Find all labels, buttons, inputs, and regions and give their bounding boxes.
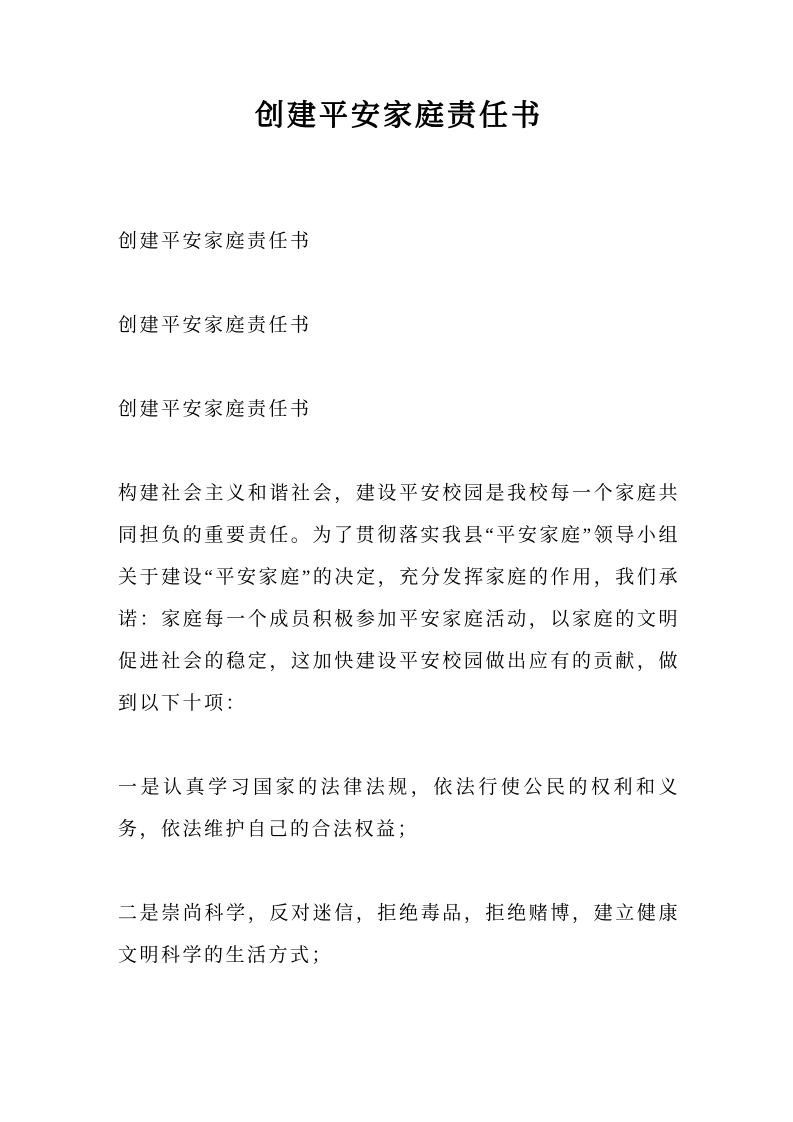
intro-paragraph: 构建社会主义和谐社会，建设平安校园是我校每一个家庭共同担负的重要责任。为了贯彻落实我县“平安家庭”领导小组关于建设“平安家庭”的决定，充分发挥家庭的作用，我们承诺：家庭每一个成员积极参加平安家庭活动，以家庭的文明促进社会的稳定，这加快建设平安校园做出应有的贡献，做到以下十项： xyxy=(118,483,680,714)
repeated-title-line-3: 创建平安家庭责任书 xyxy=(118,399,312,420)
item-one-paragraph: 一是认真学习国家的法律法规，依法行使公民的权利和义务，依法维护自己的合法权益； xyxy=(118,777,680,840)
repeated-title-line-1: 创建平安家庭责任书 xyxy=(118,231,312,252)
document-title: 创建平安家庭责任书 xyxy=(254,100,543,132)
item-two-paragraph: 二是崇尚科学，反对迷信，拒绝毒品，拒绝赌博，建立健康文明科学的生活方式； xyxy=(118,903,680,966)
repeated-title-line-2: 创建平安家庭责任书 xyxy=(118,315,312,336)
